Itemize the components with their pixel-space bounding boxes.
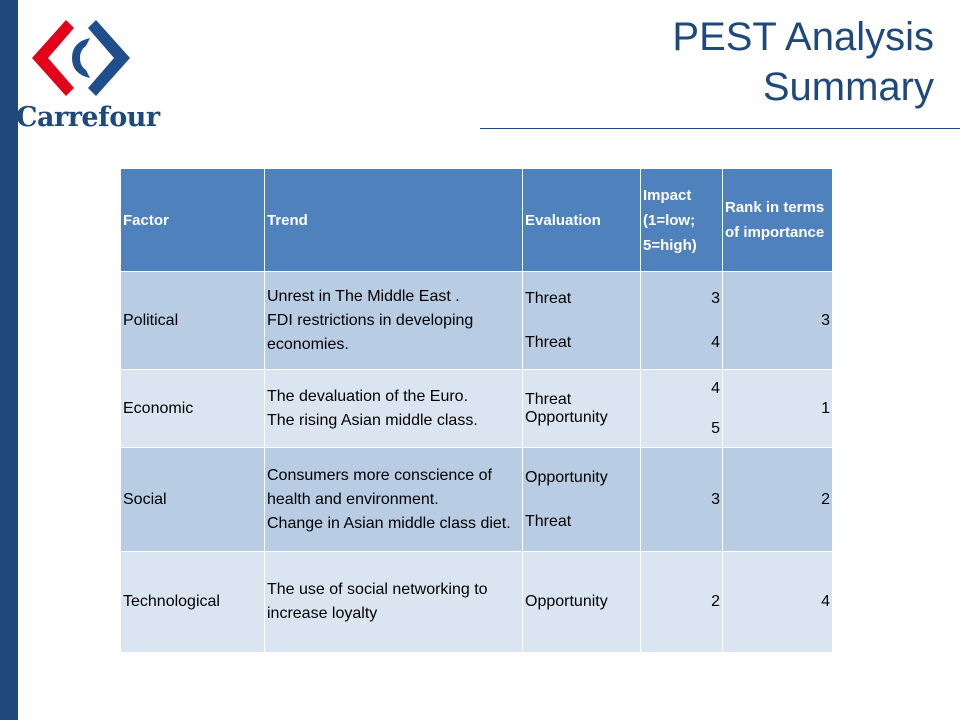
table-header-row — [121, 169, 833, 272]
carrefour-logo-text: Carrefour — [16, 102, 160, 133]
trend-line: Unrest in The Middle East . — [267, 287, 460, 305]
carrefour-logo — [16, 14, 160, 133]
factor-cell: Political — [121, 272, 265, 370]
table-row-political — [121, 272, 833, 370]
impact-value: 4 — [711, 333, 720, 351]
evaluation-cell — [523, 448, 641, 552]
table-row-technological — [121, 552, 833, 653]
evaluation-line: Opportunity — [525, 468, 608, 486]
title-line-2: Summary — [762, 65, 934, 109]
carrefour-logo-icon — [18, 14, 153, 102]
trend-cell — [265, 448, 523, 552]
header-evaluation: Evaluation — [523, 169, 641, 272]
trend-line: Change in Asian middle class diet. — [267, 514, 511, 532]
header-impact: Impact (1=low; 5=high) — [641, 169, 723, 272]
evaluation-cell — [523, 370, 641, 448]
title-divider — [480, 128, 960, 129]
impact-cell — [641, 272, 723, 370]
trend-cell — [265, 552, 523, 653]
rank-cell: 1 — [723, 370, 833, 448]
trend-cell — [265, 370, 523, 448]
impact-cell — [641, 370, 723, 448]
impact-value: 5 — [711, 419, 720, 437]
evaluation-cell: Opportunity — [523, 552, 641, 653]
evaluation-line: Threat — [525, 289, 572, 307]
impact-value: 3 — [711, 289, 720, 307]
table-row-economic — [121, 370, 833, 448]
impact-cell: 3 — [641, 448, 723, 552]
rank-cell: 4 — [723, 552, 833, 653]
impact-value: 4 — [711, 379, 720, 397]
trend-line: Consumers more conscience of health and environment. — [267, 466, 492, 508]
trend-line: The use of social networking to increase loyalty — [267, 581, 488, 622]
page-title — [514, 12, 934, 112]
evaluation-line: Threat — [525, 512, 572, 530]
evaluation-line: Threat — [525, 333, 572, 351]
pest-table — [120, 168, 833, 653]
trend-cell — [265, 272, 523, 370]
table-row-social — [121, 448, 833, 552]
header-rank: Rank in terms of importance — [723, 169, 833, 272]
title-line-1: PEST Analysis — [672, 15, 934, 59]
trend-line: FDI restrictions in developing economies. — [267, 311, 474, 353]
factor-cell: Social — [121, 448, 265, 552]
evaluation-line: Opportunity — [525, 408, 608, 426]
header-trend: Trend — [265, 169, 523, 272]
factor-cell: Technological — [121, 552, 265, 653]
evaluation-cell — [523, 272, 641, 370]
trend-line: The rising Asian middle class. — [267, 411, 478, 429]
evaluation-line: Threat — [525, 390, 572, 408]
rank-cell: 2 — [723, 448, 833, 552]
trend-line: The devaluation of the Euro. — [267, 387, 469, 405]
factor-cell: Economic — [121, 370, 265, 448]
header-factor: Factor — [121, 169, 265, 272]
rank-cell: 3 — [723, 272, 833, 370]
impact-cell: 2 — [641, 552, 723, 653]
